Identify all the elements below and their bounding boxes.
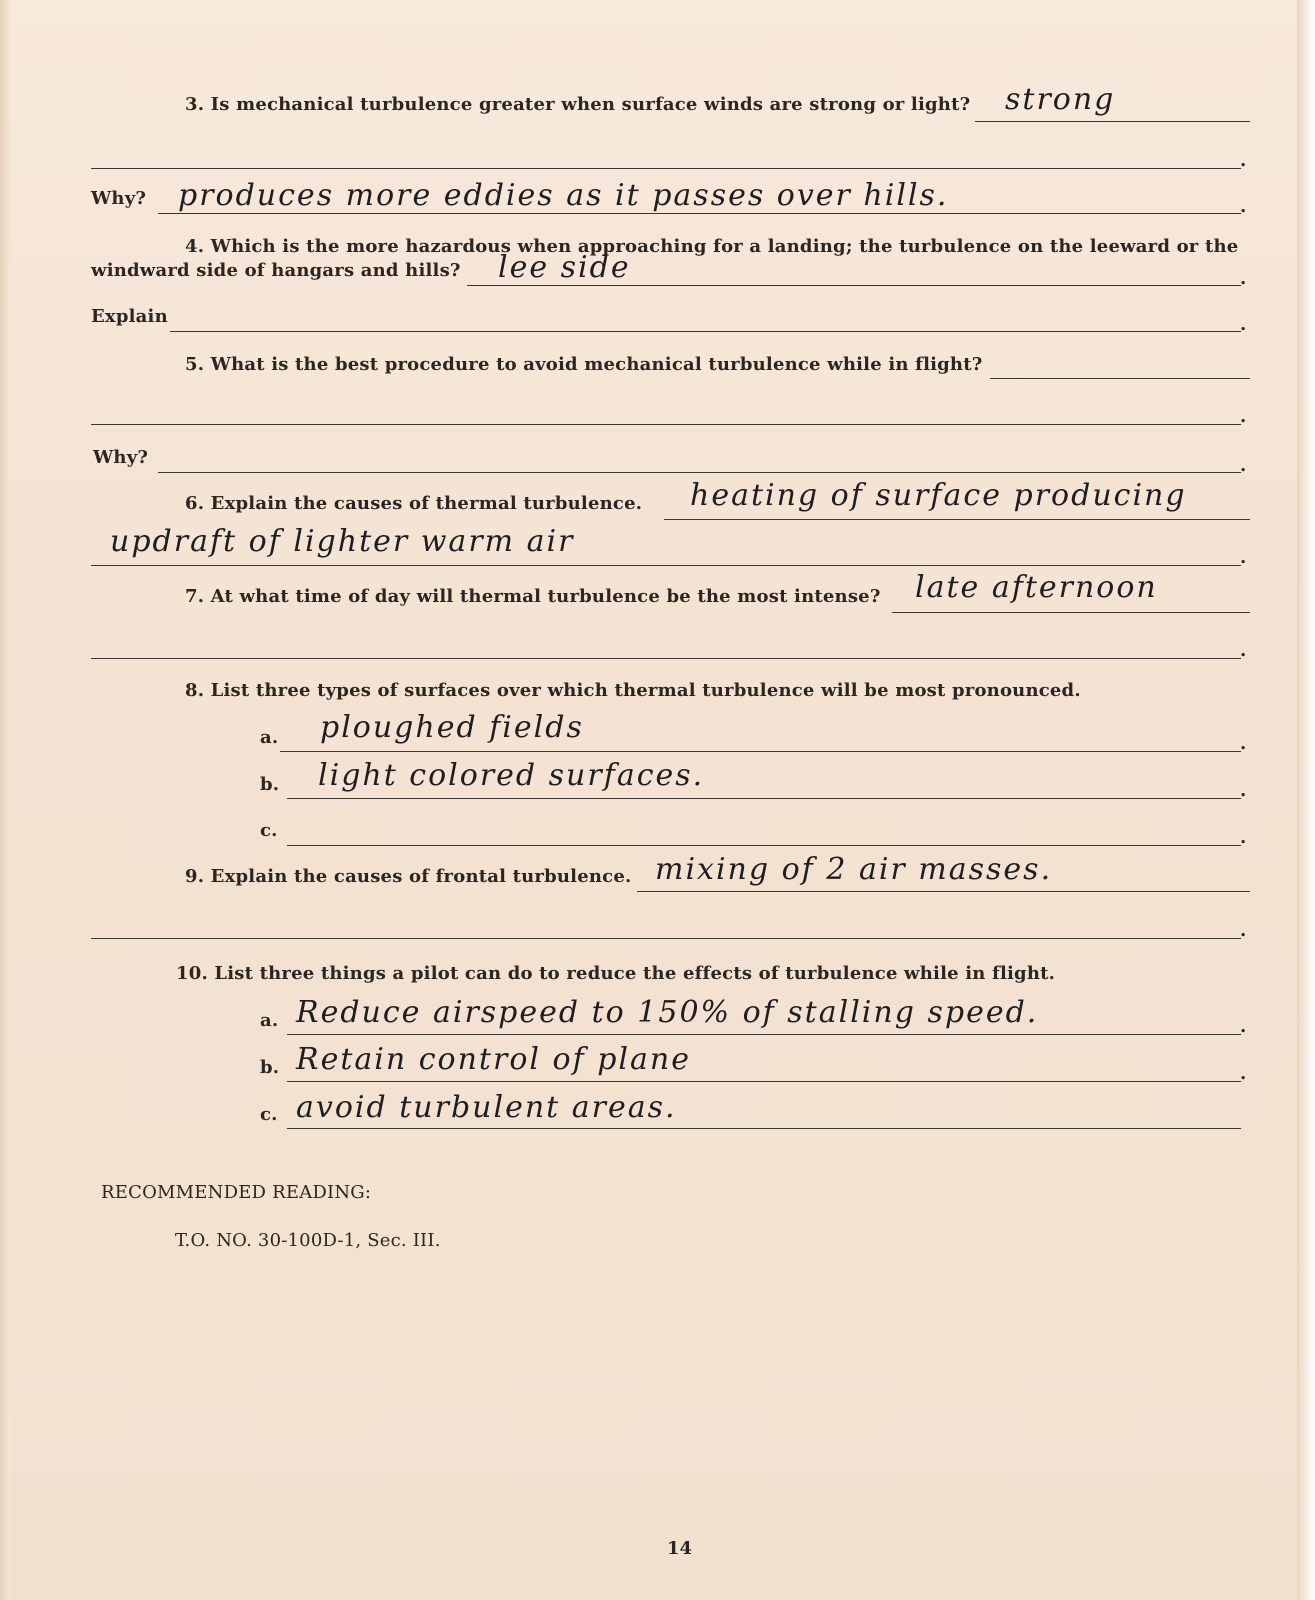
question-8: 8. List three types of surfaces over which thermal turbulence will be most pronounced. [185,680,1081,701]
answer-line [158,472,1241,473]
handwritten-answer: heating of surface producing [690,478,1187,513]
answer-line [91,168,1241,169]
handwritten-answer: mixing of 2 air masses. [655,852,1053,887]
handwritten-answer: ploughed fields [320,710,584,745]
recommended-reading-item: T.O. NO. 30-100D-1, Sec. III. [175,1230,441,1251]
answer-line [990,378,1250,379]
answer-line [637,891,1250,892]
answer-line [91,565,1241,566]
answer-line [91,938,1241,939]
period: . [1240,733,1247,754]
item-label: b. [260,774,280,795]
question-3: 3. Is mechanical turbulence greater when surface winds are strong or light? [185,94,971,115]
answer-line [280,751,1241,752]
answer-line [287,798,1241,799]
handwritten-answer: lee side [498,250,631,285]
answer-line [467,285,1241,286]
handwritten-answer: avoid turbulent areas. [296,1090,677,1125]
answer-line [975,121,1250,122]
why-label: Why? [93,447,149,468]
item-label: b. [260,1057,280,1078]
item-label: a. [260,1010,279,1031]
answer-line [287,845,1241,846]
answer-line [170,331,1241,332]
period: . [1240,640,1247,661]
question-6: 6. Explain the causes of thermal turbulence. [185,493,643,514]
period: . [1240,150,1247,171]
answer-line [287,1081,1241,1082]
period: . [1240,406,1247,427]
handwritten-answer: updraft of lighter warm air [110,524,575,559]
period: . [1240,196,1247,217]
page-edge-left [0,0,10,1600]
answer-line [91,658,1241,659]
answer-line [158,213,1241,214]
period: . [1240,268,1247,289]
item-label: a. [260,727,279,748]
handwritten-answer: light colored surfaces. [318,758,705,793]
period: . [1240,455,1247,476]
question-7: 7. At what time of day will thermal turbulence be the most intense? [185,586,881,607]
handwritten-answer: strong [1005,82,1116,117]
answer-line [892,612,1250,613]
question-4-line-2: windward side of hangars and hills? [91,260,461,281]
question-10: 10. List three things a pilot can do to reduce the effects of turbulence while in flight. [176,963,1056,984]
handwritten-answer: late afternoon [915,570,1158,605]
period: . [1240,314,1247,335]
handwritten-answer: Retain control of plane [296,1042,691,1077]
question-9: 9. Explain the causes of frontal turbulence. [185,866,632,887]
answer-line [287,1034,1241,1035]
period: . [1240,1063,1247,1084]
question-5: 5. What is the best procedure to avoid mechanical turbulence while in flight? [185,354,983,375]
recommended-reading-heading: RECOMMENDED READING: [101,1182,372,1203]
handwritten-answer: Reduce airspeed to 150% of stalling speed. [296,995,1039,1030]
item-label: c. [260,1104,278,1125]
answer-line [664,519,1250,520]
period: . [1240,1016,1247,1037]
page-edge-right [1297,0,1315,1600]
answer-line [91,424,1241,425]
item-label: c. [260,820,278,841]
period: . [1240,780,1247,801]
explain-label: Explain [91,306,168,327]
page-number: 14 [667,1538,693,1559]
handwritten-answer: produces more eddies as it passes over hills. [178,178,949,213]
period: . [1240,920,1247,941]
why-label: Why? [91,188,147,209]
period: . [1240,827,1247,848]
period: . [1240,547,1247,568]
question-4-line-1: 4. Which is the more hazardous when approaching for a landing; the turbulence on the leeward or the [185,236,1239,257]
answer-line [287,1128,1241,1129]
